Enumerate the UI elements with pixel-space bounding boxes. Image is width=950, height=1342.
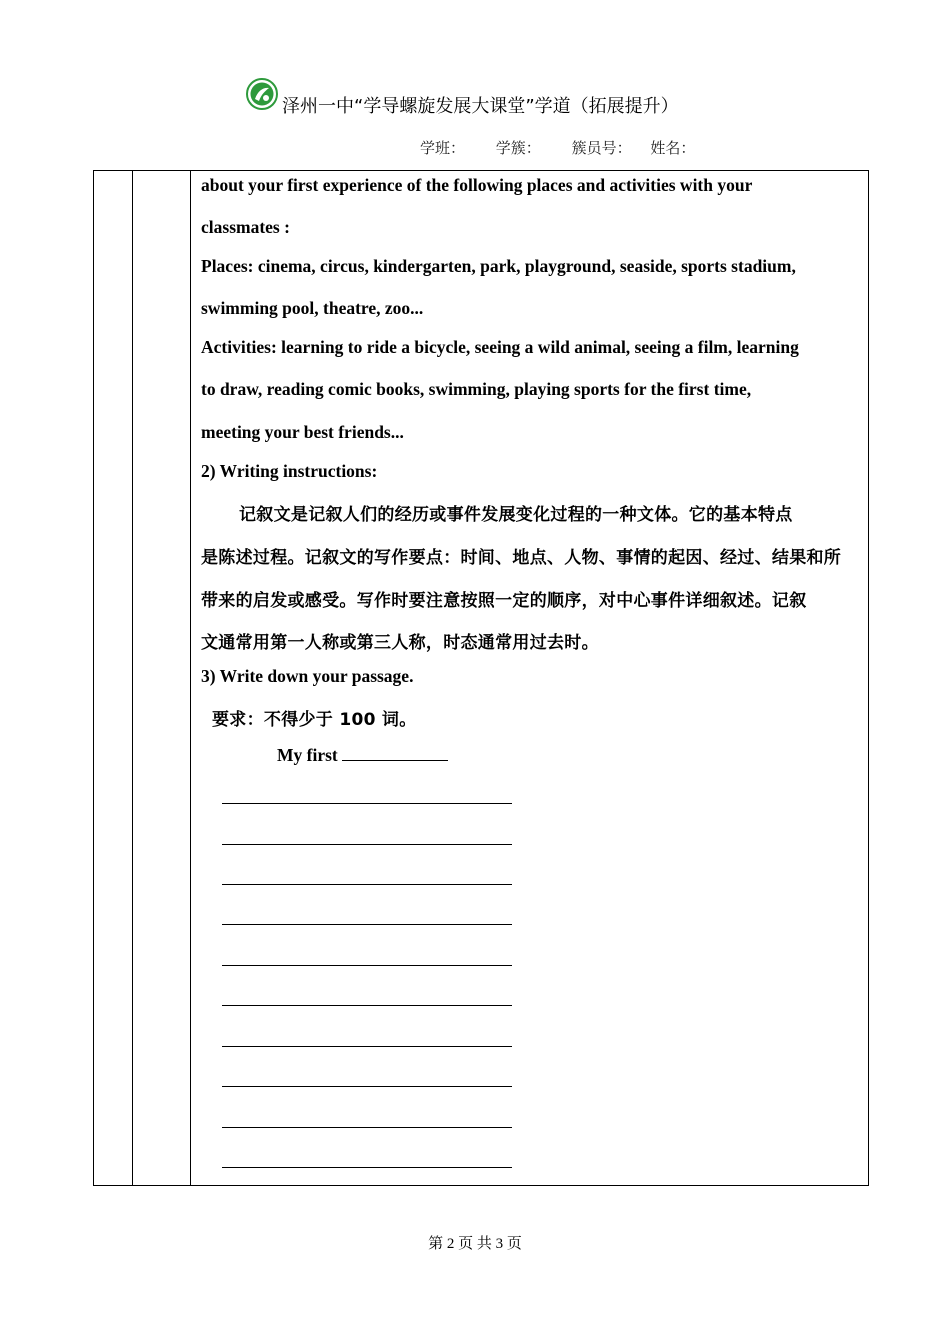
- writing-line[interactable]: [222, 844, 512, 845]
- essay-title: [277, 744, 448, 766]
- instruction-line: 记叙文是记叙人们的经历或事件发展变化过程的一种文体。它的基本特点: [239, 505, 793, 525]
- writing-line[interactable]: [222, 803, 512, 804]
- group-label: 学簇：: [495, 139, 541, 157]
- table-column-divider: [132, 170, 133, 1186]
- intro-line: classmates :: [201, 217, 290, 237]
- step-3-heading: 3) Write down your passage.: [201, 666, 414, 686]
- writing-line[interactable]: [222, 965, 512, 966]
- step-2-heading: 2) Writing instructions:: [201, 461, 378, 481]
- places-line: swimming pool, theatre, zoo...: [201, 298, 424, 318]
- instruction-line: 文通常用第一人称或第三人称，时态通常用过去时。: [201, 633, 599, 653]
- writing-line[interactable]: [222, 924, 512, 925]
- writing-line[interactable]: [222, 1127, 512, 1128]
- activities-line: Activities: learning to ride a bicycle, seeing a wild animal, seeing a film, learning: [201, 337, 799, 357]
- writing-line[interactable]: [222, 1005, 512, 1006]
- activities-line: to draw, reading comic books, swimming, playing sports for the first time,: [201, 379, 752, 399]
- writing-line[interactable]: [222, 1086, 512, 1087]
- writing-line[interactable]: [222, 884, 512, 885]
- activities-line: meeting your best friends...: [201, 422, 404, 442]
- page-header: [0, 78, 950, 118]
- writing-line[interactable]: [222, 1167, 512, 1168]
- page-footer: 第 2 页 共 3 页: [428, 1236, 522, 1252]
- table-column-divider: [190, 170, 191, 1186]
- class-label: 学班：: [420, 139, 466, 157]
- essay-title-blank[interactable]: [342, 744, 448, 761]
- page-header-title: 泽州一中“学导螺旋发展大课堂”学道（拓展提升）: [282, 96, 679, 117]
- student-info: [420, 137, 721, 158]
- writing-line[interactable]: [222, 1046, 512, 1047]
- essay-title-text: My first: [277, 745, 338, 765]
- instruction-line: 带来的启发或感受。写作时要注意按照一定的顺序，对中心事件详细叙述。记叙: [201, 591, 807, 611]
- school-logo-icon: [246, 78, 278, 110]
- requirement-text: 要求：不得少于 100 词。: [212, 710, 417, 730]
- instruction-line: 是陈述过程。记叙文的写作要点：时间、地点、人物、事情的起因、经过、结果和所: [201, 548, 842, 568]
- intro-line: about your first experience of the following places and activities with your: [201, 175, 753, 195]
- member-number-label: 簇员号：: [571, 139, 632, 157]
- name-label: 姓名：: [650, 139, 696, 157]
- places-line: Places: cinema, circus, kindergarten, park, playground, seaside, sports stadium,: [201, 256, 796, 276]
